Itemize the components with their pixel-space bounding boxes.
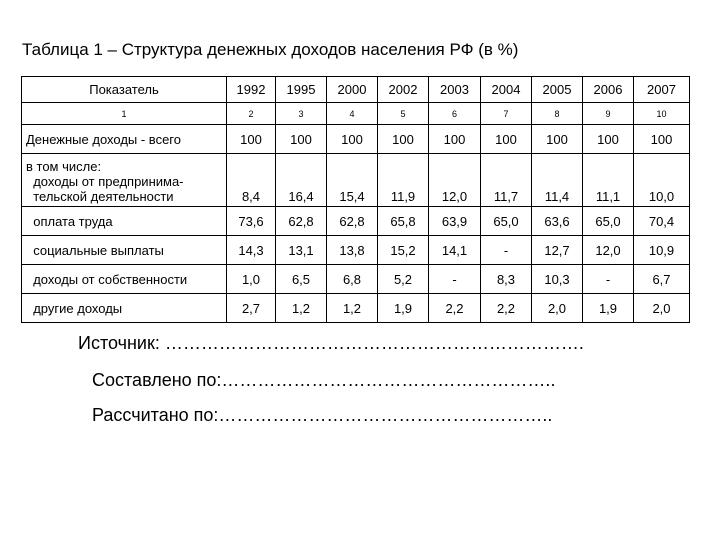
value-cell: 5,2 (378, 265, 429, 294)
value-cell: 70,4 (634, 207, 690, 236)
value-cell: 100 (378, 125, 429, 154)
value-cell: - (481, 236, 532, 265)
value-cell: - (583, 265, 634, 294)
value-cell: 6,5 (276, 265, 327, 294)
value-cell: 16,4 (276, 154, 327, 207)
value-cell: 12,0 (429, 154, 481, 207)
table-row (22, 294, 690, 323)
compiled-by-line: Составлено по:……………………………………………….. (92, 370, 556, 390)
column-number: 3 (276, 103, 327, 125)
value-cell: 65,0 (481, 207, 532, 236)
row-label-line: в том числе: (26, 159, 102, 174)
calculated-by-line: Рассчитано по:……………………………………………….. (92, 405, 553, 425)
value-cell: 11,7 (481, 154, 532, 207)
value-cell: 8,4 (227, 154, 276, 207)
header-cell: 2000 (327, 77, 378, 103)
value-cell: 14,3 (227, 236, 276, 265)
column-number: 8 (532, 103, 583, 125)
value-cell: 62,8 (276, 207, 327, 236)
row-label: социальные выплаты (22, 236, 227, 265)
column-number: 10 (634, 103, 690, 125)
value-cell: 2,7 (227, 294, 276, 323)
value-cell: 2,0 (532, 294, 583, 323)
column-number: 2 (227, 103, 276, 125)
value-cell: 100 (532, 125, 583, 154)
value-cell: 100 (327, 125, 378, 154)
value-cell: 1,2 (276, 294, 327, 323)
column-number: 4 (327, 103, 378, 125)
value-cell: 15,4 (327, 154, 378, 207)
header-cell: 2004 (481, 77, 532, 103)
row-label (22, 154, 227, 207)
value-cell: 100 (583, 125, 634, 154)
value-cell: - (429, 265, 481, 294)
header-cell: 1992 (227, 77, 276, 103)
value-cell: 12,0 (583, 236, 634, 265)
value-cell: 100 (276, 125, 327, 154)
table-row (22, 154, 690, 207)
value-cell: 8,3 (481, 265, 532, 294)
value-cell: 10,0 (634, 154, 690, 207)
value-cell: 73,6 (227, 207, 276, 236)
value-cell: 10,3 (532, 265, 583, 294)
income-structure-table (21, 76, 690, 323)
value-cell: 13,8 (327, 236, 378, 265)
value-cell: 11,4 (532, 154, 583, 207)
value-cell: 63,9 (429, 207, 481, 236)
value-cell: 11,9 (378, 154, 429, 207)
value-cell: 2,0 (634, 294, 690, 323)
value-cell: 12,7 (532, 236, 583, 265)
header-cell: 1995 (276, 77, 327, 103)
header-row (22, 77, 690, 103)
value-cell: 6,7 (634, 265, 690, 294)
header-cell: 2005 (532, 77, 583, 103)
header-cell: 2007 (634, 77, 690, 103)
table-row (22, 265, 690, 294)
column-number: 9 (583, 103, 634, 125)
column-number-row (22, 103, 690, 125)
value-cell: 63,6 (532, 207, 583, 236)
value-cell: 62,8 (327, 207, 378, 236)
source-line: Источник: ……………………………………………………………. (78, 333, 584, 353)
table-row (22, 236, 690, 265)
value-cell: 6,8 (327, 265, 378, 294)
column-number: 6 (429, 103, 481, 125)
value-cell: 1,2 (327, 294, 378, 323)
row-label-line: доходы от предпринима- (26, 174, 184, 189)
row-label: доходы от собственности (22, 265, 227, 294)
value-cell: 65,8 (378, 207, 429, 236)
value-cell: 1,9 (378, 294, 429, 323)
row-label-line: тельской деятельности (26, 189, 174, 204)
table-title: Таблица 1 – Структура денежных доходов населения РФ (в %) (22, 40, 519, 59)
column-number: 1 (22, 103, 227, 125)
column-number: 5 (378, 103, 429, 125)
row-label: другие доходы (22, 294, 227, 323)
value-cell: 65,0 (583, 207, 634, 236)
value-cell: 2,2 (481, 294, 532, 323)
value-cell: 2,2 (429, 294, 481, 323)
value-cell: 100 (481, 125, 532, 154)
value-cell: 15,2 (378, 236, 429, 265)
value-cell: 14,1 (429, 236, 481, 265)
value-cell: 10,9 (634, 236, 690, 265)
value-cell: 100 (227, 125, 276, 154)
header-cell: 2003 (429, 77, 481, 103)
table-row (22, 207, 690, 236)
header-cell: Показатель (22, 77, 227, 103)
value-cell: 100 (634, 125, 690, 154)
value-cell: 1,0 (227, 265, 276, 294)
header-cell: 2002 (378, 77, 429, 103)
value-cell: 11,1 (583, 154, 634, 207)
column-number: 7 (481, 103, 532, 125)
value-cell: 1,9 (583, 294, 634, 323)
value-cell: 100 (429, 125, 481, 154)
table-row (22, 125, 690, 154)
row-label: оплата труда (22, 207, 227, 236)
value-cell: 13,1 (276, 236, 327, 265)
row-label: Денежные доходы - всего (22, 125, 227, 154)
header-cell: 2006 (583, 77, 634, 103)
